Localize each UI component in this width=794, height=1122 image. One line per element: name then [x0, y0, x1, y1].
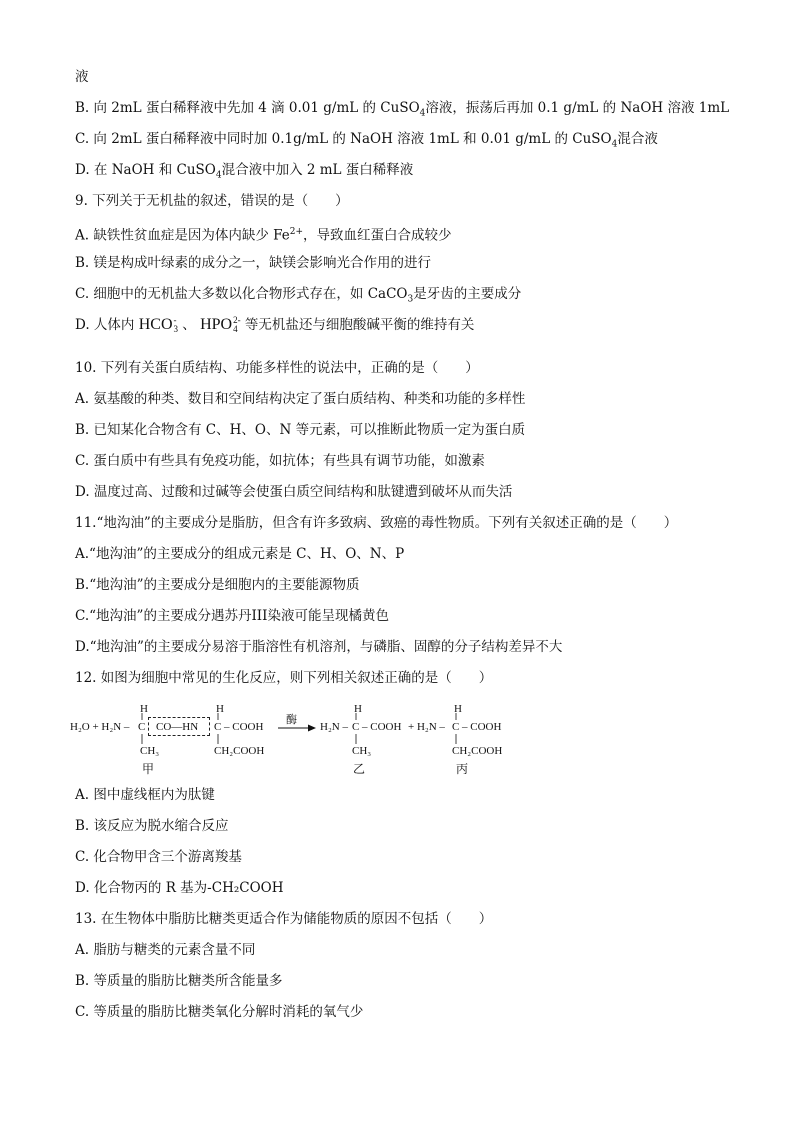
q11-option-b: B.“地沟油”的主要成分是细胞内的主要能源物质 — [75, 577, 360, 593]
alpha-carbon-yi: C — [352, 721, 360, 733]
alpha-carbon-2: C — [214, 721, 222, 733]
continued-text: 液 — [75, 69, 89, 85]
q10-option-a: A. 氨基酸的种类、数目和空间结构决定了蛋白质结构、种类和功能的多样性 — [75, 391, 526, 407]
alpha-carbon-bing: C — [452, 721, 460, 733]
methyl-yi: CH₃ — [352, 745, 372, 757]
alpha-h-2: H — [216, 703, 224, 715]
q10-option-b: B. 已知某化合物含有 C、H、O、N 等元素，可以推断此物质一定为蛋白质 — [75, 422, 526, 438]
q12-option-a: A. 图中虚线框内为肽键 — [75, 787, 215, 803]
q9-option-d: D. 人体内 HCO - 3 、 HPO 2- 4 等无机盐还与细胞酸碱平衡的维持有关 — [75, 315, 475, 335]
side-chain-jia: CH₂COOH — [214, 745, 265, 757]
q13-option-a: A. 脂肪与糖类的元素含量不同 — [75, 942, 256, 958]
hydrogen-phosphate-ion: HPO 2- 4 — [200, 315, 241, 335]
q13-stem: 13. 在生物体中脂肪比糖类更适合作为储能物质的原因不包括（ ） — [75, 911, 493, 927]
carboxyl-1: – COOH — [224, 721, 264, 733]
q10-stem: 10. 下列有关蛋白质结构、功能多样性的说法中，正确的是（ ） — [75, 360, 479, 376]
q12-option-b: B. 该反应为脱水缩合反应 — [75, 818, 229, 834]
q8-option-d: D. 在 NaOH 和 CuSO$_4$混合液中加入 2 mL 蛋白稀释液 — [75, 162, 414, 181]
q12-stem: 12. 如图为细胞中常见的生化反应，则下列相关叙述正确的是（ ） — [75, 670, 493, 686]
q10-option-d: D. 温度过高、过酸和过碱等会使蛋白质空间结构和肽键遭到破坏从而失活 — [75, 484, 513, 500]
q12-option-d: D. 化合物丙的 R 基为-CH₂COOH — [75, 880, 284, 896]
carboxyl-bing: – COOH — [462, 721, 502, 733]
q13-option-c: C. 等质量的脂肪比糖类氧化分解时消耗的氧气少 — [75, 1004, 364, 1020]
amino-group-yi: H₂N – — [320, 721, 348, 733]
q9-option-a: A. 缺铁性贫血症是因为体内缺少 $Fe^{2+}$，导致血红蛋白合成较少 — [75, 227, 452, 244]
label-bing: 丙 — [456, 762, 469, 776]
reactant-water-amino: H₂O + H₂N – — [70, 721, 130, 733]
enzyme-label: 酶 — [286, 714, 297, 726]
q11-option-c: C.“地沟油”的主要成分遇苏丹III染液可能呈现橘黄色 — [75, 608, 389, 624]
bicarbonate-ion: HCO - 3 — [138, 315, 178, 335]
alpha-carbon-1: C — [138, 721, 146, 733]
label-yi: 乙 — [353, 762, 366, 776]
alpha-h-yi: H — [354, 703, 362, 715]
q13-option-b: B. 等质量的脂肪比糖类所含能量多 — [75, 973, 283, 989]
q10-option-c: C. 蛋白质中有些具有免疫功能，如抗体；有些具有调节功能，如激素 — [75, 453, 485, 469]
q11-option-d: D.“地沟油”的主要成分易溶于脂溶性有机溶剂，与磷脂、固醇的分子结构差异不大 — [75, 639, 563, 655]
q11-stem: 11.“地沟油”的主要成分是脂肪，但含有许多致病、致癌的毒性物质。下列有关叙述正确的是（ ） — [75, 515, 678, 531]
q8-option-b: B. 向 2mL 蛋白稀释液中先加 4 滴 0.01 g/mL 的 CuSO$_4$溶液，振荡后再加 0.1 g/mL 的 NaOH 溶液 1mL — [75, 100, 730, 119]
label-jia: 甲 — [142, 762, 155, 776]
q12-option-c: C. 化合物甲含三个游离羧基 — [75, 849, 242, 865]
q8-option-c: C. 向 2mL 蛋白稀释液中同时加 0.1g/mL 的 NaOH 溶液 1mL 和 0.01 g/mL 的 CuSO$_4$混合液 — [75, 131, 658, 150]
q9-stem: 9. 下列关于无机盐的叙述，错误的是（ ） — [75, 193, 349, 209]
methyl-group: CH₃ — [140, 745, 160, 757]
q11-option-a: A.“地沟油”的主要成分的组成元素是 C、H、O、N、P — [75, 546, 405, 562]
carboxyl-yi: – COOH — [362, 721, 402, 733]
amino-group-bing: + H₂N – — [408, 721, 445, 733]
side-chain-bing: CH₂COOH — [452, 745, 503, 757]
alpha-h-bing: H — [454, 703, 462, 715]
q9-option-c: C. 细胞中的无机盐大多数以化合物形式存在，如 CaCO$_3$是牙齿的主要成分 — [75, 286, 522, 305]
alpha-h-1: H — [140, 703, 148, 715]
q9-option-b: B. 镁是构成叶绿素的成分之一，缺镁会影响光合作用的进行 — [75, 255, 432, 271]
peptide-bond: CO—HN — [156, 721, 199, 733]
